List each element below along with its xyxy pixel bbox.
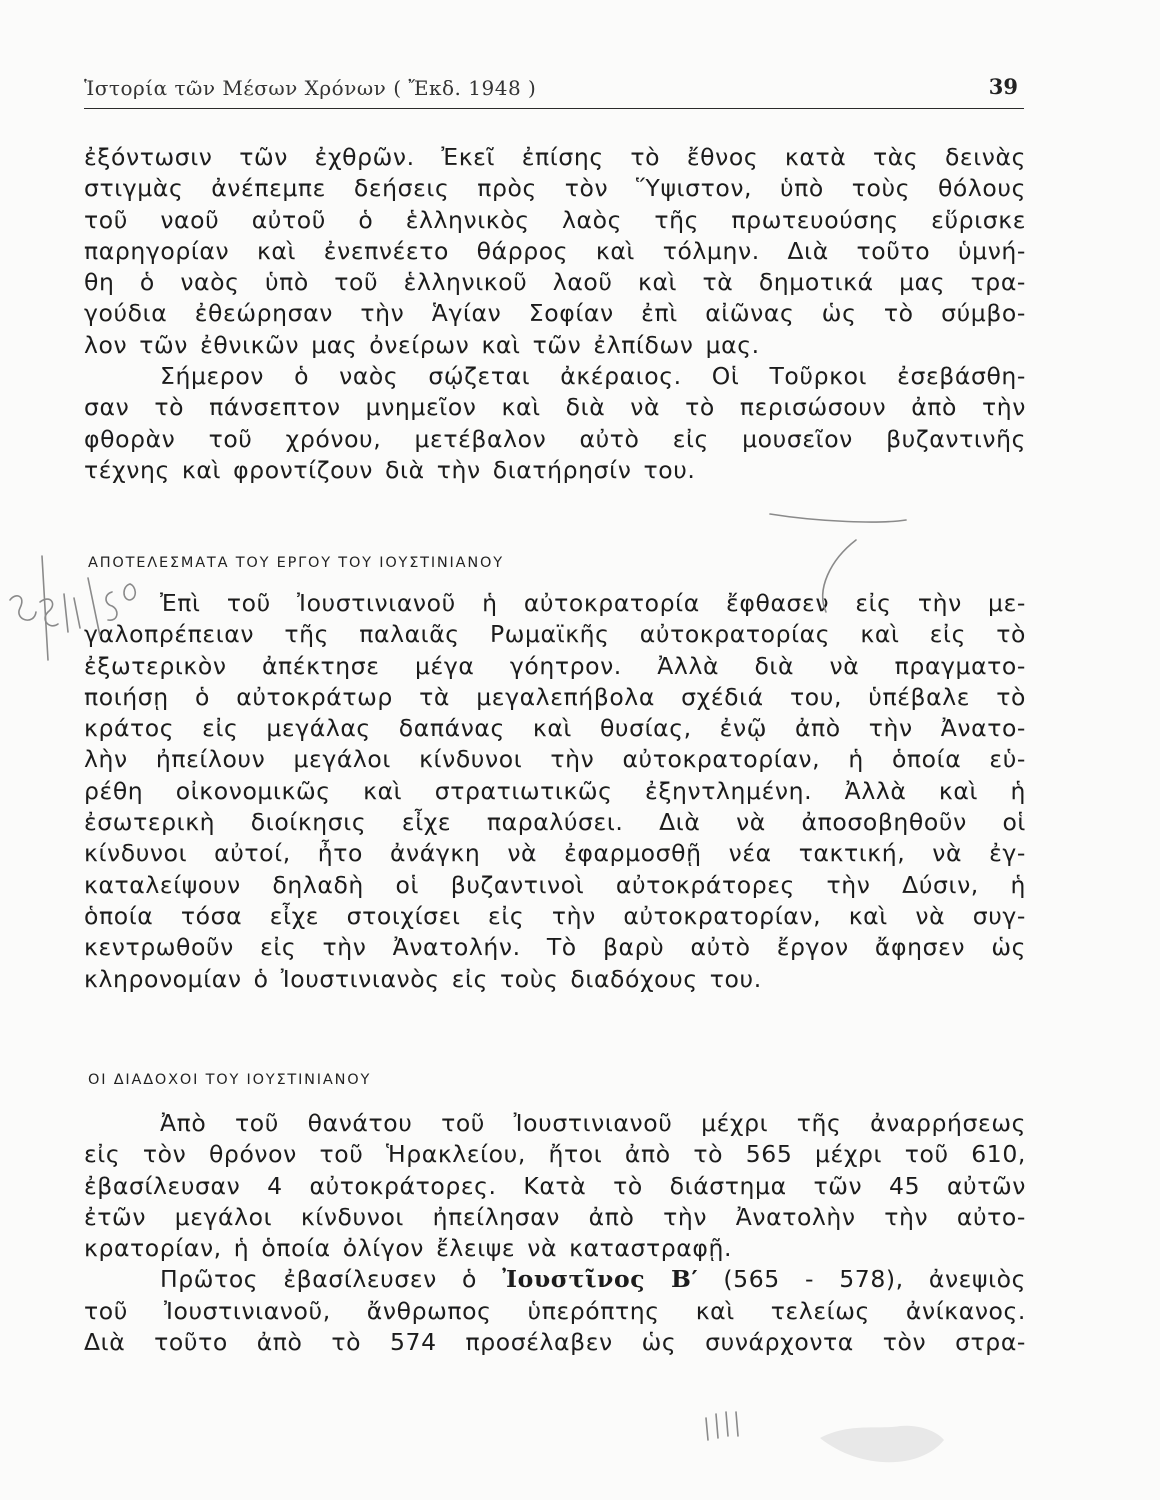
pencil-stroke [42, 556, 48, 660]
text-line: γούδια ἐθεώρησαν τὴν Ἁγίαν Σοφίαν ἐπὶ αἰῶνας ὡς τὸ σύμβο- [84, 299, 1026, 328]
body-section-2 [84, 588, 1026, 995]
text-line: κληρονομίαν ὁ Ἰουστινιανὸς εἰς τοὺς διαδόχους του. [84, 964, 762, 993]
pencil-stroke [770, 514, 906, 522]
text-line: λὴν ἠπείλουν μεγάλοι κίνδυνοι τὴν αὐτοκρατορίαν, ἡ ὁποία εὑ- [84, 745, 1026, 774]
text-fragment: (565 - 578), ἀνεψιὸς [698, 1265, 1026, 1294]
pencil-smudge [820, 1426, 944, 1463]
text-line: στιγμὰς ἀνέπεμπε δεήσεις πρὸς τὸν Ὕψιστον, ὑπὸ τοὺς θόλους [84, 174, 1026, 203]
running-header [84, 74, 1024, 109]
section-heading-results: ΑΠΟΤΕΛΕΣΜΑΤΑ ΤΟΥ ΕΡΓΟΥ ΤΟΥ ΙΟΥΣΤΙΝΙΑΝΟΥ [88, 555, 504, 571]
pencil-stroke [40, 599, 58, 626]
text-line: θη ὁ ναὸς ὑπὸ τοῦ ἑλληνικοῦ λαοῦ καὶ τὰ δημοτικά μας τρα- [84, 268, 1026, 297]
text-line: ἐτῶν μεγάλοι κίνδυνοι ἠπείλησαν ἀπὸ τὴν Ἀνατολὴν τὴν αὐτο- [84, 1202, 1026, 1231]
text-line: φθορὰν τοῦ χρόνου, μετέβαλον αὐτὸ εἰς μουσεῖον βυζαντινῆς [84, 424, 1026, 453]
text-fragment: Πρῶτος ἐβασίλευσεν ὁ [160, 1265, 503, 1294]
text-line: Σήμερον ὁ ναὸς σῴζεται ἀκέραιος. Οἱ Τοῦρκοι ἐσεβάσθη- [160, 362, 1026, 391]
section-heading-successors: ΟΙ ΔΙΑΔΟΧΟΙ ΤΟΥ ΙΟΥΣΤΙΝΙΑΝΟΥ [88, 1072, 372, 1088]
pencil-stroke [10, 596, 36, 620]
body-section-3 [84, 1108, 1026, 1358]
text-line: Ἐπὶ τοῦ Ἰουστινιανοῦ ἡ αὐτοκρατορία ἔφθασεν εἰς τὴν με- [160, 589, 1026, 617]
page-number: 39 [988, 74, 1018, 99]
text-line: καταλείψουν δηλαδὴ οἱ βυζαντινοὶ αὐτοκράτορες τὴν Δύσιν, ἡ [84, 870, 1026, 899]
text-line: ἐβασίλευσαν 4 αὐτοκράτορες. Κατὰ τὸ διάστημα τῶν 45 αὐτῶν [84, 1171, 1026, 1200]
text-line: ποιήσῃ ὁ αὐτοκράτωρ τὰ μεγαλεπήβολα σχέδιά του, ὑπέβαλε τὸ [84, 682, 1026, 711]
text-line: κράτος εἰς μεγάλας δαπάνας καὶ θυσίας, ἐνῷ ἀπὸ τὴν Ἀνατο- [84, 714, 1026, 743]
text-line: κεντρωθοῦν εἰς τὴν Ἀνατολήν. Τὸ βαρὺ αὐτὸ ἔργον ἄφησεν ὡς [84, 933, 1026, 962]
text-line: σαν τὸ πάνσεπτον μνημεῖον καὶ διὰ νὰ τὸ περισώσουν ἀπὸ τὴν [84, 393, 1026, 422]
pencil-stroke [64, 594, 68, 632]
text-line: τοῦ Ἰουστινιανοῦ, ἄνθρωπος ὑπερόπτης καὶ τελείως ἀνίκανος. [84, 1296, 1026, 1325]
pencil-stroke [74, 598, 80, 628]
text-line: γαλοπρέπειαν τῆς παλαιᾶς Ρωμαϊκῆς αὐτοκρατορίας καὶ εἰς τὸ [84, 620, 1026, 649]
text-line: παρηγορίαν καὶ ἐνεπνέετο θάρρος καὶ τόλμην. Διὰ τοῦτο ὑμνή- [84, 236, 1026, 265]
text-line: εἰς τὸν θρόνον τοῦ Ἡρακλείου, ἤτοι ἀπὸ τὸ 565 μέχρι τοῦ 610, [84, 1140, 1026, 1169]
text-line-with-name [84, 1264, 1026, 1295]
text-line: Διὰ τοῦτο ἀπὸ τὸ 574 προσέλαβεν ὡς συνάρχοντα τὸν στρα- [84, 1328, 1026, 1357]
text-line: Ἀπὸ τοῦ θανάτου τοῦ Ἰουστινιανοῦ μέχρι τῆς ἀναρρήσεως [160, 1109, 1026, 1137]
running-head-title: Ἱστορία τῶν Μέσων Χρόνων ( Ἔκδ. 1948 ) [84, 76, 537, 100]
text-line: ὁποία τόσα εἶχε στοιχίσει εἰς τὴν αὐτοκρατορίαν, καὶ νὰ συγ- [84, 901, 1026, 930]
text-line: τοῦ ναοῦ αὐτοῦ ὁ ἑλληνικὸς λαὸς τῆς πρωτευούσης εὕρισκε [84, 205, 1026, 234]
text-line: ἐξόντωσιν τῶν ἐχθρῶν. Ἐκεῖ ἐπίσης τὸ ἔθνος κατὰ τὰς δεινὰς [84, 143, 1026, 171]
text-line: λον τῶν ἐθνικῶν μας ὀνείρων καὶ τῶν ἐλπίδων μας. [84, 330, 760, 359]
text-line: ἐσωτερικὴ διοίκησις εἶχε παραλύσει. Διὰ νὰ ἀποσοβηθοῦν οἱ [84, 808, 1026, 837]
text-line: ἐξωτερικὸν ἀπέκτησε μέγα γόητρον. Ἀλλὰ διὰ νὰ πραγματο- [84, 651, 1026, 680]
pencil-stroke [706, 1412, 738, 1440]
text-line: κρατορίαν, ἡ ὁποία ὀλίγον ἔλειψε νὰ καταστραφῇ. [84, 1234, 733, 1263]
text-line: ρέθη οἰκονομικῶς καὶ στρατιωτικῶς ἐξηντλημένη. Ἀλλὰ καὶ ἡ [84, 776, 1026, 805]
text-line: κίνδυνοι αὐτοί, ἦτο ἀνάγκη νὰ ἐφαρμοσθῇ νέα τακτική, νὰ ἐγ- [84, 839, 1026, 868]
text-line: τέχνης καὶ φροντίζουν διὰ τὴν διατήρησίν του. [84, 455, 696, 484]
emperor-name: Ἰουστῖνος Β′ [502, 1265, 699, 1294]
body-section-1 [84, 142, 1026, 486]
